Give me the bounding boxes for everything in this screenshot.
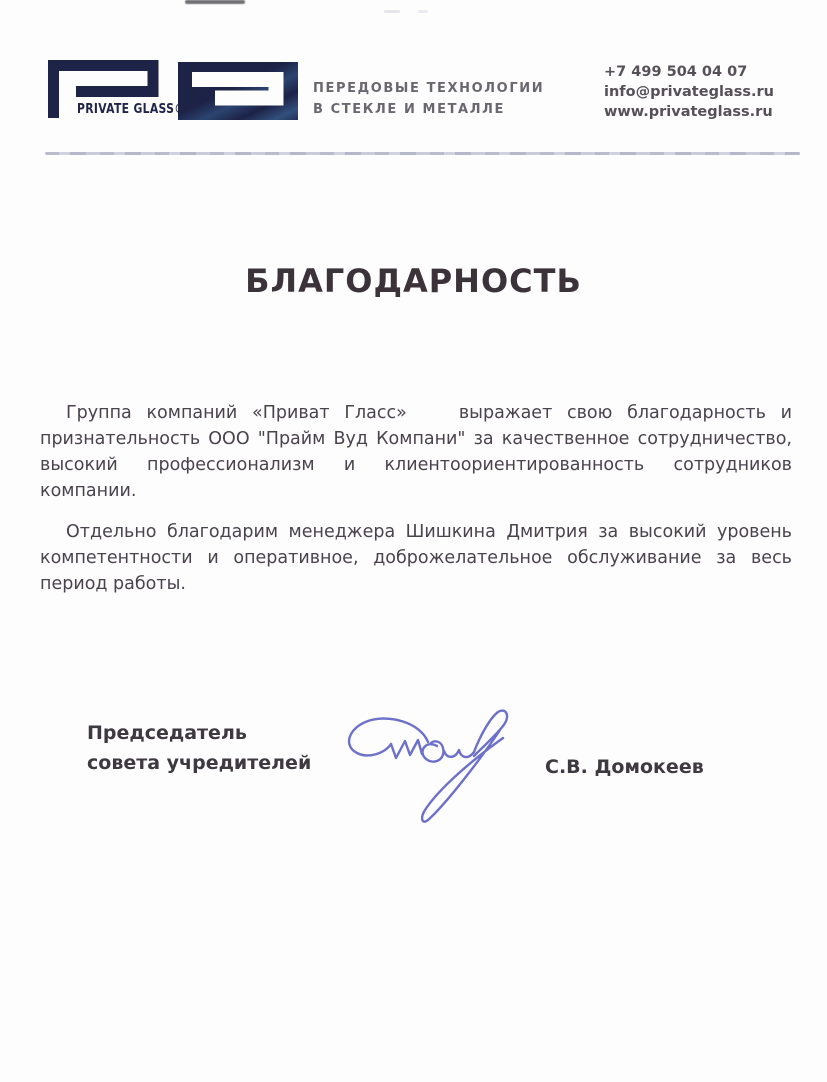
contact-block bbox=[604, 62, 774, 122]
paragraph-2: Отдельно благодарим менеджера Шишкина Дмитрия за высокий уровень компетентности и оперативное, доброжелательное обслуживание за весь период работы. bbox=[40, 522, 792, 594]
scan-artifact-dot bbox=[384, 10, 400, 13]
signer-role bbox=[87, 724, 311, 773]
signer-role-line-1: Председатель bbox=[87, 722, 247, 744]
company-tagline bbox=[313, 78, 544, 120]
scan-artifact-dot bbox=[418, 10, 428, 13]
handwritten-signature bbox=[330, 690, 520, 840]
paragraph-1-lead: Группа компаний «Приват Гласс» bbox=[66, 403, 407, 423]
letter-body bbox=[40, 400, 792, 597]
tagline-line-1: ПЕРЕДОВЫЕ ТЕХНОЛОГИИ bbox=[313, 81, 545, 96]
paragraph-1-rest: выражает свою благодарность и признательность ООО "Прайм Вуд Компани" за качественное сотрудничество, высокий профессионализм и клиентоориентированность сотрудников компании. bbox=[40, 403, 792, 501]
letter-title: БЛАГОДАРНОСТЬ bbox=[245, 262, 582, 300]
contact-website: www.privateglass.ru bbox=[604, 104, 773, 120]
tagline-line-2: В СТЕКЛЕ И МЕТАЛЛЕ bbox=[313, 102, 505, 117]
header-divider bbox=[45, 152, 800, 155]
scan-artifact-smudge bbox=[185, 0, 245, 4]
brand-name: PRIVATE GLASS® bbox=[77, 101, 186, 117]
paragraph-1 bbox=[40, 400, 792, 504]
erased-text-gap bbox=[407, 417, 459, 418]
contact-email: info@privateglass.ru bbox=[604, 84, 774, 100]
logo-letter-g-icon bbox=[178, 62, 298, 120]
signer-role-line-2: совета учредителей bbox=[87, 752, 312, 774]
signer-name: С.В. Домокеев bbox=[545, 756, 704, 778]
contact-phone: +7 499 504 04 07 bbox=[604, 64, 748, 80]
